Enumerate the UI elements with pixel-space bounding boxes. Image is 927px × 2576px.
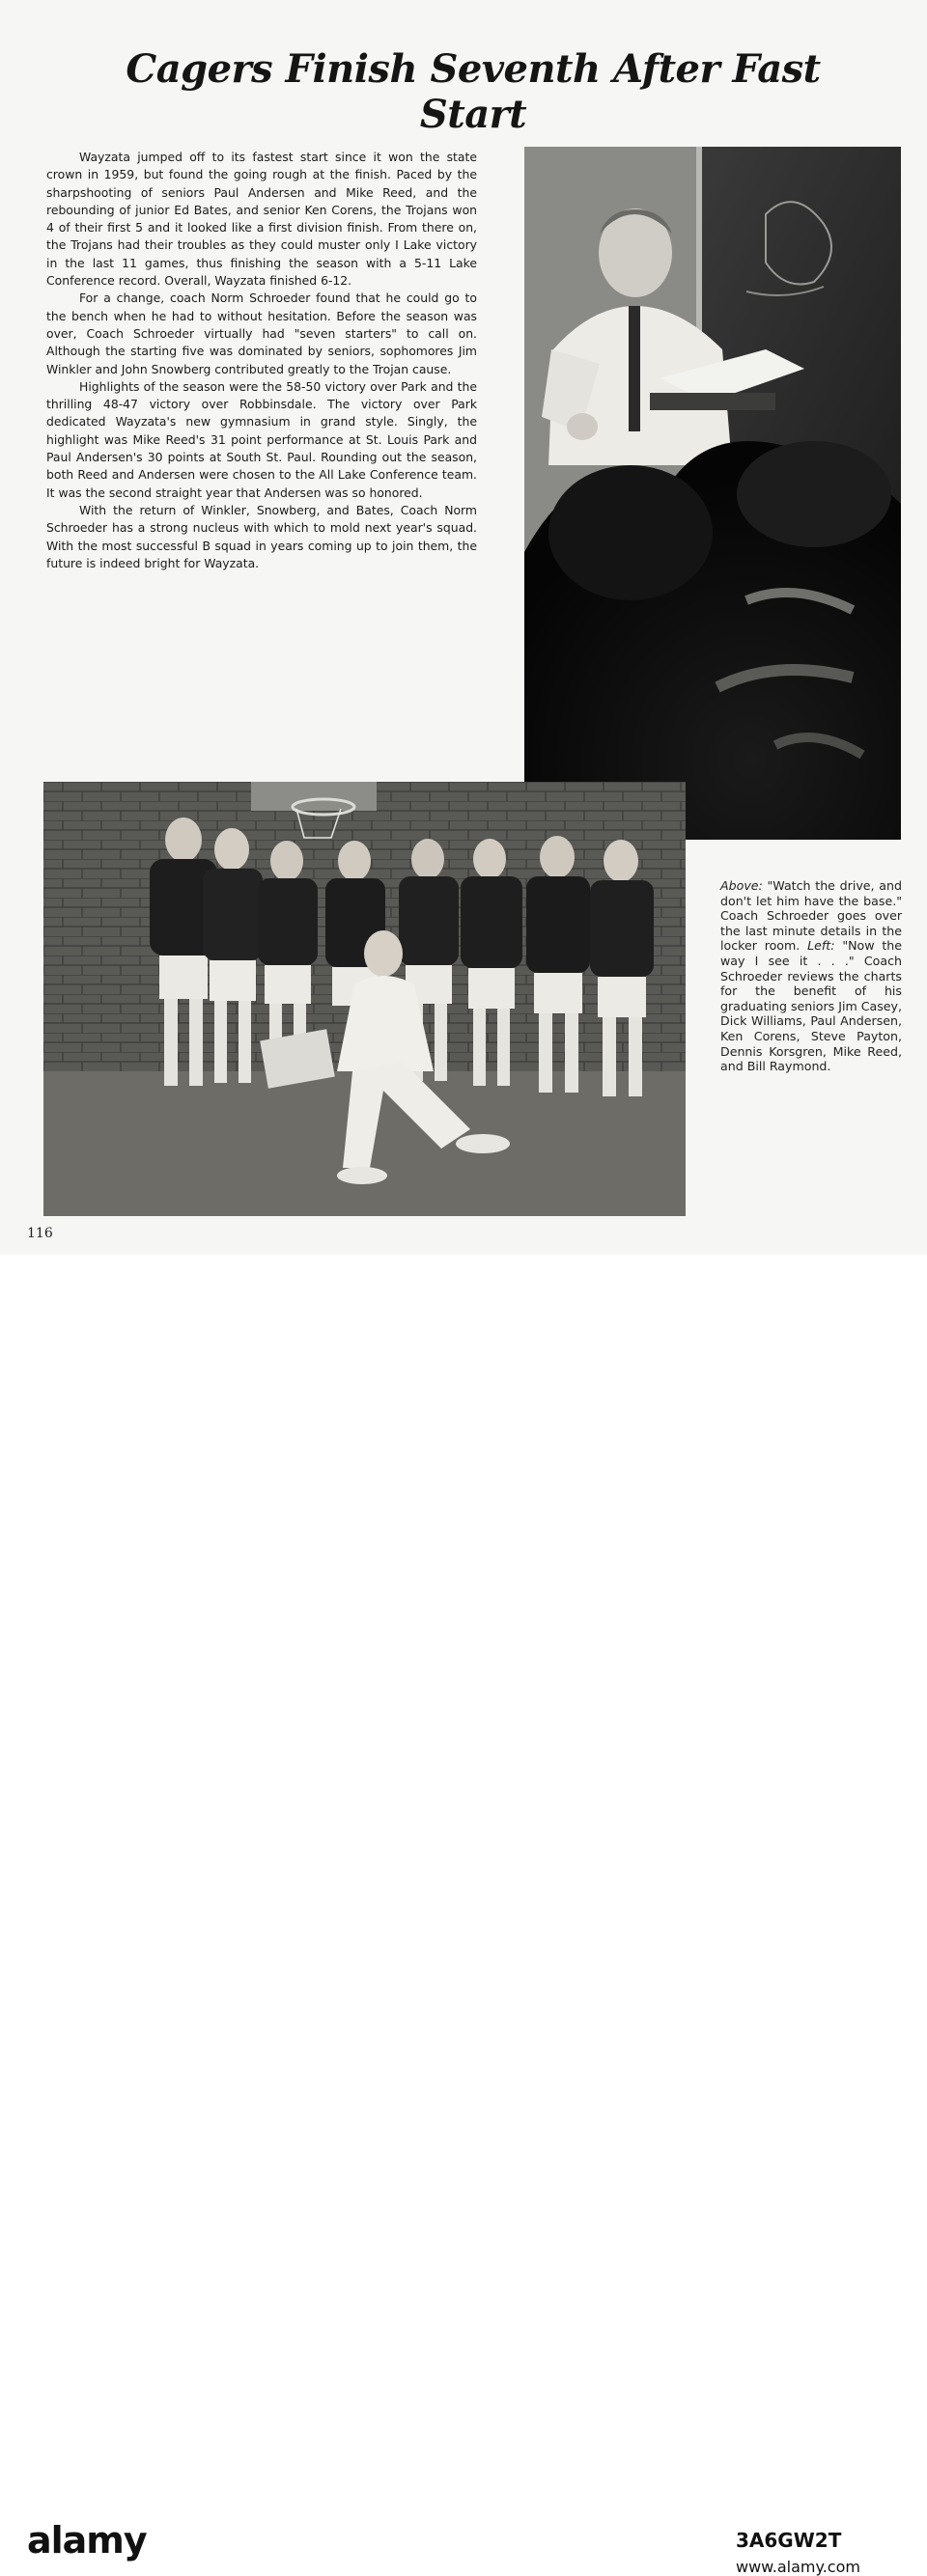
yearbook-page <box>0 0 927 1255</box>
stock-footer <box>0 1255 927 2576</box>
site-url[interactable]: www.alamy.com <box>736 2558 860 2576</box>
article-paragraph: For a change, coach Norm Schroeder found that he could go to the bench when he had to without hesitation. Before the season was over, Coach Schroeder virtually had "seven starters" to call on. Although the starting five was dominated by seniors, sophomores Jim Winkler and John Snowberg contributed greatly to the Trojan cause. <box>46 291 477 376</box>
caption-above-text: "Watch the drive, and don't let him have the base." Coach Schroeder goes over the last minute details in the locker room. <box>720 878 902 954</box>
caption-left-label: Left: <box>807 938 835 954</box>
headline: Cagers Finish Seventh After Fast Start <box>126 46 821 137</box>
article-body <box>46 149 477 572</box>
caption-left-text: "Now the way I see it . . ." Coach Schroeder reviews the charts for the benefit of his graduating seniors Jim Casey, Dick Williams, Paul Andersen, Ken Corens, Steve Payton, Dennis Korsgren, Mike Reed, and Bill Raymond. <box>720 938 903 1074</box>
alamy-logo[interactable]: alamy <box>27 2519 147 2562</box>
page-number: 116 <box>27 1226 53 1241</box>
photo-caption <box>720 878 902 1074</box>
image-id: 3A6GW2T <box>736 2529 842 2552</box>
team-photo <box>43 782 686 1216</box>
locker-room-photo <box>524 147 901 840</box>
caption-above-label: Above: <box>720 878 763 893</box>
article-paragraph: Wayzata jumped off to its fastest start since it won the state crown in 1959, but found the going rough at the finish. Paced by the sharpshooting of seniors Paul Andersen and Mike Reed, and the rebounding of junior Ed Bates, and senior Ken Corens, the Trojans won 4 of their first 5 and it looked like a first division finish. From there on, the Trojans had their troubles as they could muster only I Lake victory in the last 11 games, thus finishing the season with a 5-11 Lake Conference record. Overall, Wayzata finished 6-12. <box>46 150 477 289</box>
article-paragraph: Highlights of the season were the 58-50 victory over Park and the thrilling 48-47 victory over Robbinsdale. The victory over Park dedicated Wayzata's new gymnasium in grand style. Singly, the highlight was Mike Reed's 31 point performance at St. Louis Park and Paul Andersen's 30 points at South St. Paul. Rounding out the season, both Reed and Andersen were chosen to the All Lake Conference team. It was the second straight year that Andersen was so honored. <box>46 378 477 500</box>
article-paragraph: With the return of Winkler, Snowberg, and Bates, Coach Norm Schroeder has a strong nucleus with which to mold next year's squad. With the most successful B squad in years coming up to join them, the future is indeed bright for Wayzata. <box>46 502 477 570</box>
